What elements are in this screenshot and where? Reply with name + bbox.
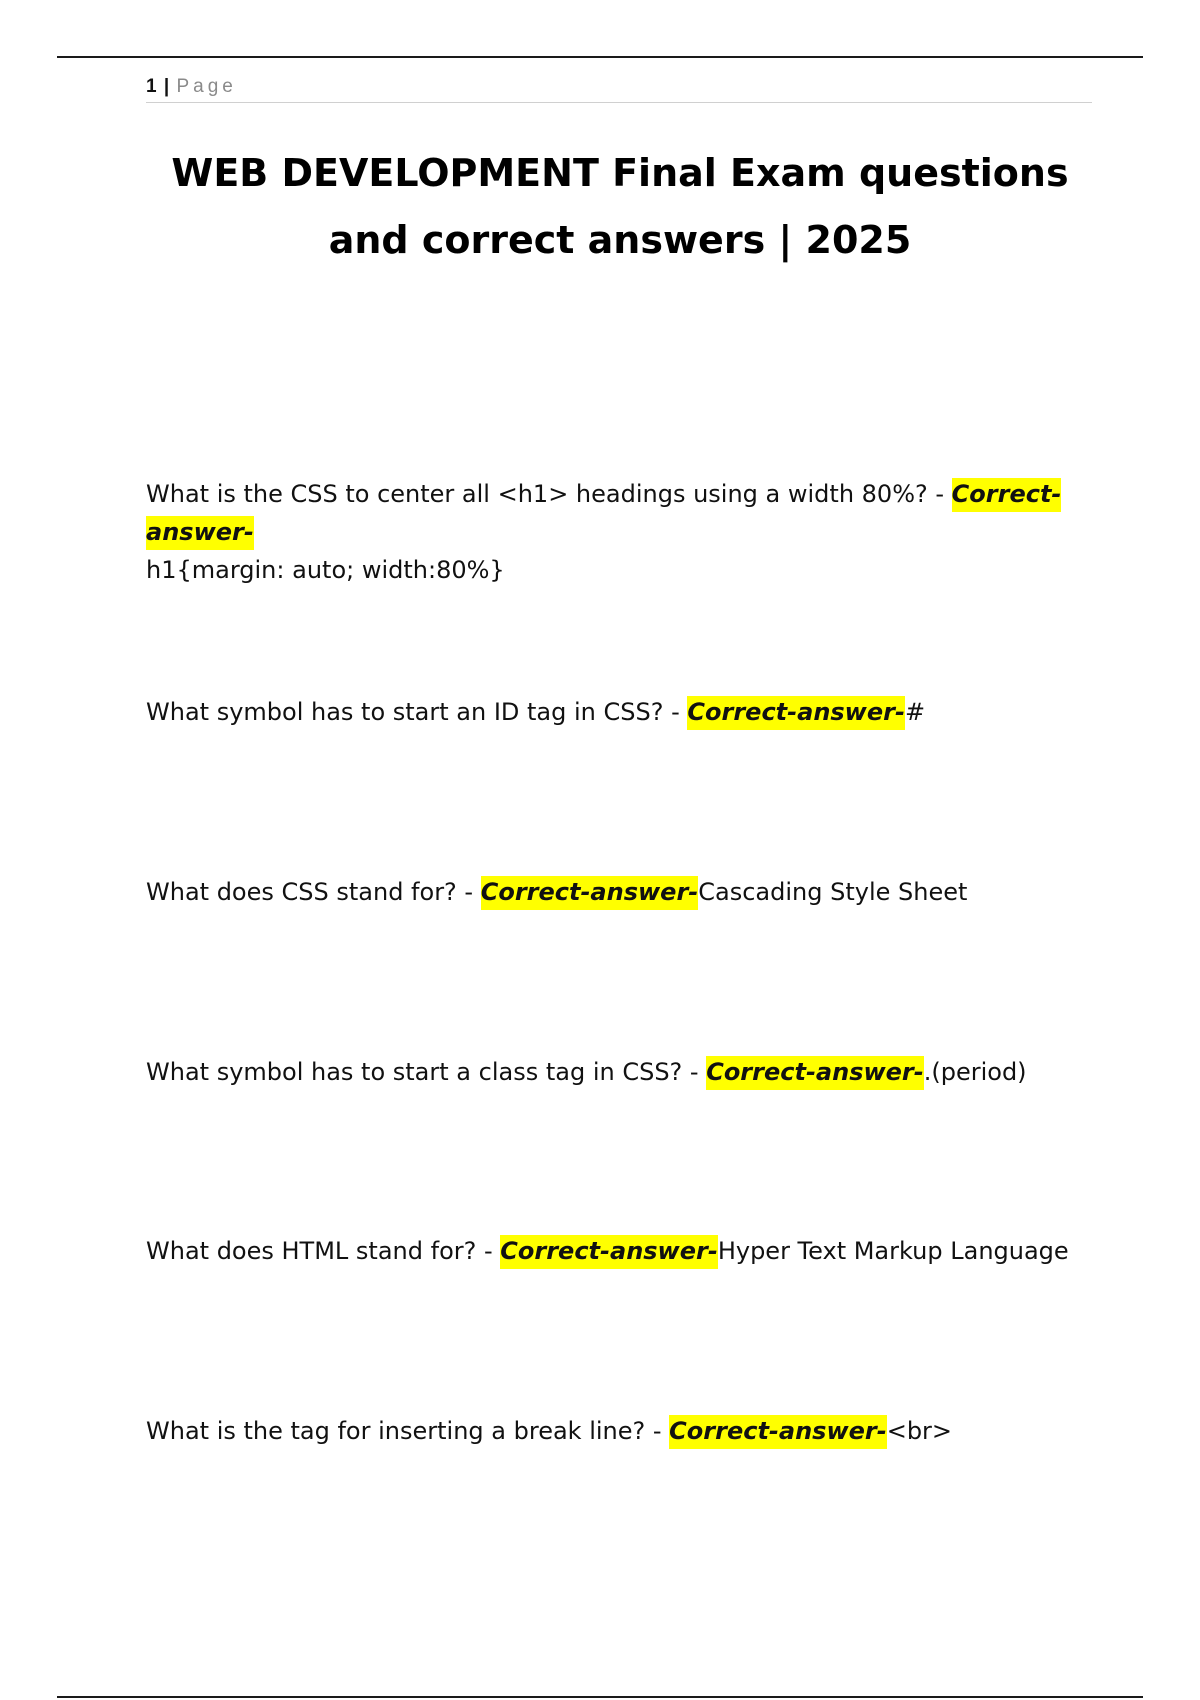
page-separator: |	[163, 76, 170, 97]
title-line-1: WEB DEVELOPMENT Final Exam questions	[171, 151, 1069, 195]
correct-answer-marker: Correct-answer-	[481, 876, 699, 910]
correct-answer-marker: Correct-answer-	[669, 1415, 887, 1449]
bottom-rule	[57, 1696, 1143, 1698]
correct-answer-marker: Correct-answer-	[500, 1235, 718, 1269]
qa-item-4	[146, 1053, 1106, 1091]
document-title	[100, 140, 1140, 274]
question-text: What symbol has to start an ID tag in CSS? -	[146, 698, 688, 726]
answer-text: #	[904, 698, 926, 726]
answer-text: .(period)	[923, 1058, 1027, 1086]
answer-text: <br>	[886, 1417, 953, 1445]
answer-text: Hyper Text Markup Language	[717, 1237, 1069, 1265]
correct-answer-marker: Correct-answer-	[146, 478, 1061, 550]
page-number: 1	[146, 76, 157, 97]
page-word: Page	[176, 76, 237, 97]
correct-answer-marker: Correct-answer-	[687, 696, 905, 730]
question-text: What does CSS stand for? -	[146, 878, 481, 906]
answer-text: Cascading Style Sheet	[698, 878, 968, 906]
title-line-2: and correct answers | 2025	[328, 218, 912, 262]
qa-item-1	[146, 475, 1106, 589]
correct-answer-marker: Correct-answer-	[706, 1056, 924, 1090]
question-text: What symbol has to start a class tag in CSS? -	[146, 1058, 707, 1086]
qa-item-6	[146, 1412, 1106, 1450]
question-text: What does HTML stand for? -	[146, 1237, 501, 1265]
qa-item-2	[146, 693, 1106, 731]
qa-item-5	[146, 1232, 1106, 1270]
question-text: What is the tag for inserting a break line? -	[146, 1417, 670, 1445]
qa-item-3	[146, 873, 1106, 911]
answer-text: h1{margin: auto; width:80%}	[146, 556, 505, 584]
page-header	[146, 72, 1092, 103]
question-text: What is the CSS to center all <h1> headings using a width 80%? -	[146, 480, 952, 508]
top-rule	[57, 56, 1143, 58]
